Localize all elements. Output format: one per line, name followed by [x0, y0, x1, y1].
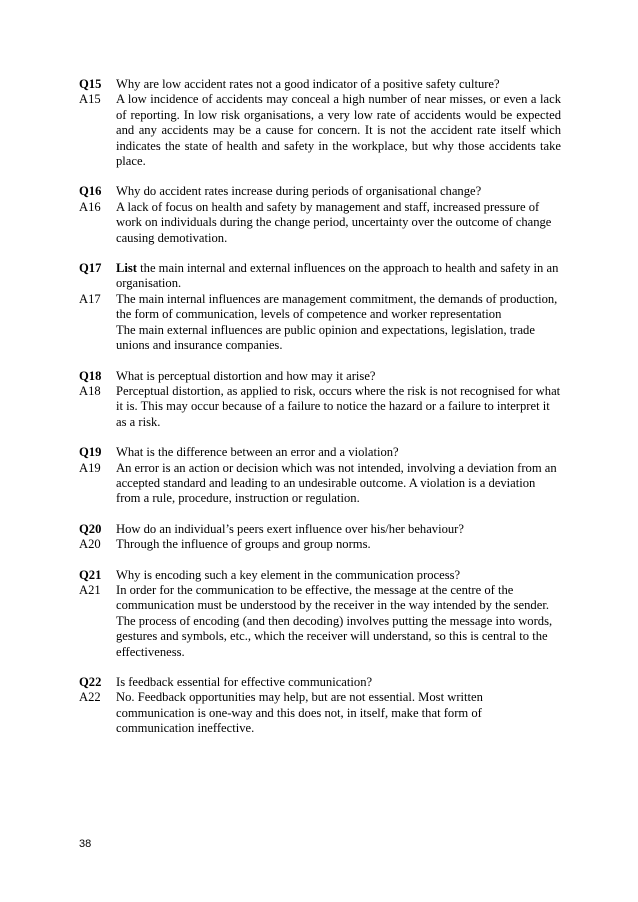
- qa-block-15: [79, 77, 561, 169]
- question-row-21: [79, 568, 561, 583]
- question-row-15: [79, 77, 561, 92]
- question-id: Q17: [79, 261, 102, 276]
- answer-id: A20: [79, 537, 101, 552]
- question-text: What is perceptual distortion and how may it arise?: [116, 368, 376, 383]
- question-row-20: [79, 522, 561, 537]
- question-row-17: [79, 261, 561, 292]
- answer-row-19: [79, 461, 561, 507]
- question-id: Q18: [79, 368, 102, 383]
- answer-id: A21: [79, 582, 101, 597]
- answer-text: Through the influence of groups and group norms.: [116, 537, 371, 552]
- answer-row-15: [79, 92, 561, 169]
- answer-text: The main internal influences are management commitment, the demands of production, the form of communication, levels of competence and worker representation: [116, 291, 558, 322]
- answer-id: A19: [79, 460, 101, 475]
- answer-row-20: [79, 537, 561, 552]
- question-row-16: [79, 184, 561, 199]
- answer-text: In order for the communication to be effective, the message at the centre of the communication must be understood by the receiver in the way intended by the sender. The process of encoding (and then decoding) involves putting the message into words, gestures and symbols, etc., which the receiver will understand, so this is central to the effectiveness.: [116, 582, 553, 659]
- answer-id: A16: [79, 199, 101, 214]
- question-id: Q15: [79, 77, 102, 91]
- question-text: What is the difference between an error and a violation?: [116, 445, 399, 460]
- answer-row-18: [79, 384, 561, 430]
- answer-id: A18: [79, 383, 101, 398]
- question-text: Why are low accident rates not a good indicator of a positive safety culture?: [116, 77, 500, 91]
- qa-block-16: [79, 184, 561, 246]
- answer-row-17: [79, 292, 561, 354]
- qa-list: [79, 77, 561, 752]
- answer-text-container: [116, 292, 561, 354]
- answer-id: A17: [79, 291, 101, 306]
- answer-row-21: [79, 583, 561, 660]
- page-number: 38: [79, 838, 92, 850]
- question-row-22: [79, 675, 561, 690]
- answer-id: A15: [79, 92, 101, 107]
- answer-text: No. Feedback opportunities may help, but are not essential. Most written communication is one-way and this does not, in itself, make that form of communication ineffective.: [116, 690, 483, 736]
- qa-block-19: [79, 445, 561, 507]
- question-id: Q20: [79, 521, 102, 536]
- question-id: Q16: [79, 184, 102, 199]
- answer-text: A low incidence of accidents may conceal a high number of near misses, or even a lack of reporting. In low risk organisations, a very low rate of accidents would be expected and any accidents may be a cause for concern. It is not the accident rate itself which indicates the state of health and safety in the workplace, but why those accidents take place.: [116, 92, 561, 169]
- qa-block-18: [79, 369, 561, 431]
- answer-text: A lack of focus on health and safety by management and staff, increased pressure of work on individuals during the change period, uncertainty over the outcome of change causing demotivation.: [116, 199, 552, 245]
- answer-text: An error is an action or decision which was not intended, involving a deviation from an accepted standard and leading to an undesirable outcome. A violation is a deviation from a rule, procedure, instruction or regulation.: [116, 460, 557, 506]
- question-id: Q22: [79, 675, 102, 689]
- question-id: Q19: [79, 445, 102, 460]
- question-text: Why do accident rates increase during periods of organisational change?: [116, 184, 482, 199]
- qa-block-21: [79, 568, 561, 660]
- question-id: Q21: [79, 567, 102, 582]
- answer-row-22: [79, 690, 561, 736]
- question-row-19: [79, 445, 561, 460]
- question-row-18: [79, 369, 561, 384]
- question-text: Is feedback essential for effective communication?: [116, 675, 373, 689]
- question-emphasis-word: List: [116, 261, 137, 276]
- qa-block-22: [79, 675, 561, 737]
- question-text: How do an individual’s peers exert influence over his/her behaviour?: [116, 521, 464, 536]
- answer-text-continued: The main external influences are public opinion and expectations, legislation, trade unions and insurance companies.: [116, 322, 535, 353]
- question-text: Why is encoding such a key element in the communication process?: [116, 567, 461, 582]
- qa-block-17: [79, 261, 561, 353]
- qa-block-20: [79, 522, 561, 553]
- answer-row-16: [79, 200, 561, 246]
- answer-id: A22: [79, 690, 101, 705]
- answer-text: Perceptual distortion, as applied to risk, occurs where the risk is not recognised for what it is. This may occur because of a failure to notice the hazard or a failure to interpret it as a risk.: [116, 383, 561, 429]
- question-text-container: [116, 261, 561, 292]
- question-text: the main internal and external influences on the approach to health and safety in an organisation.: [116, 261, 559, 291]
